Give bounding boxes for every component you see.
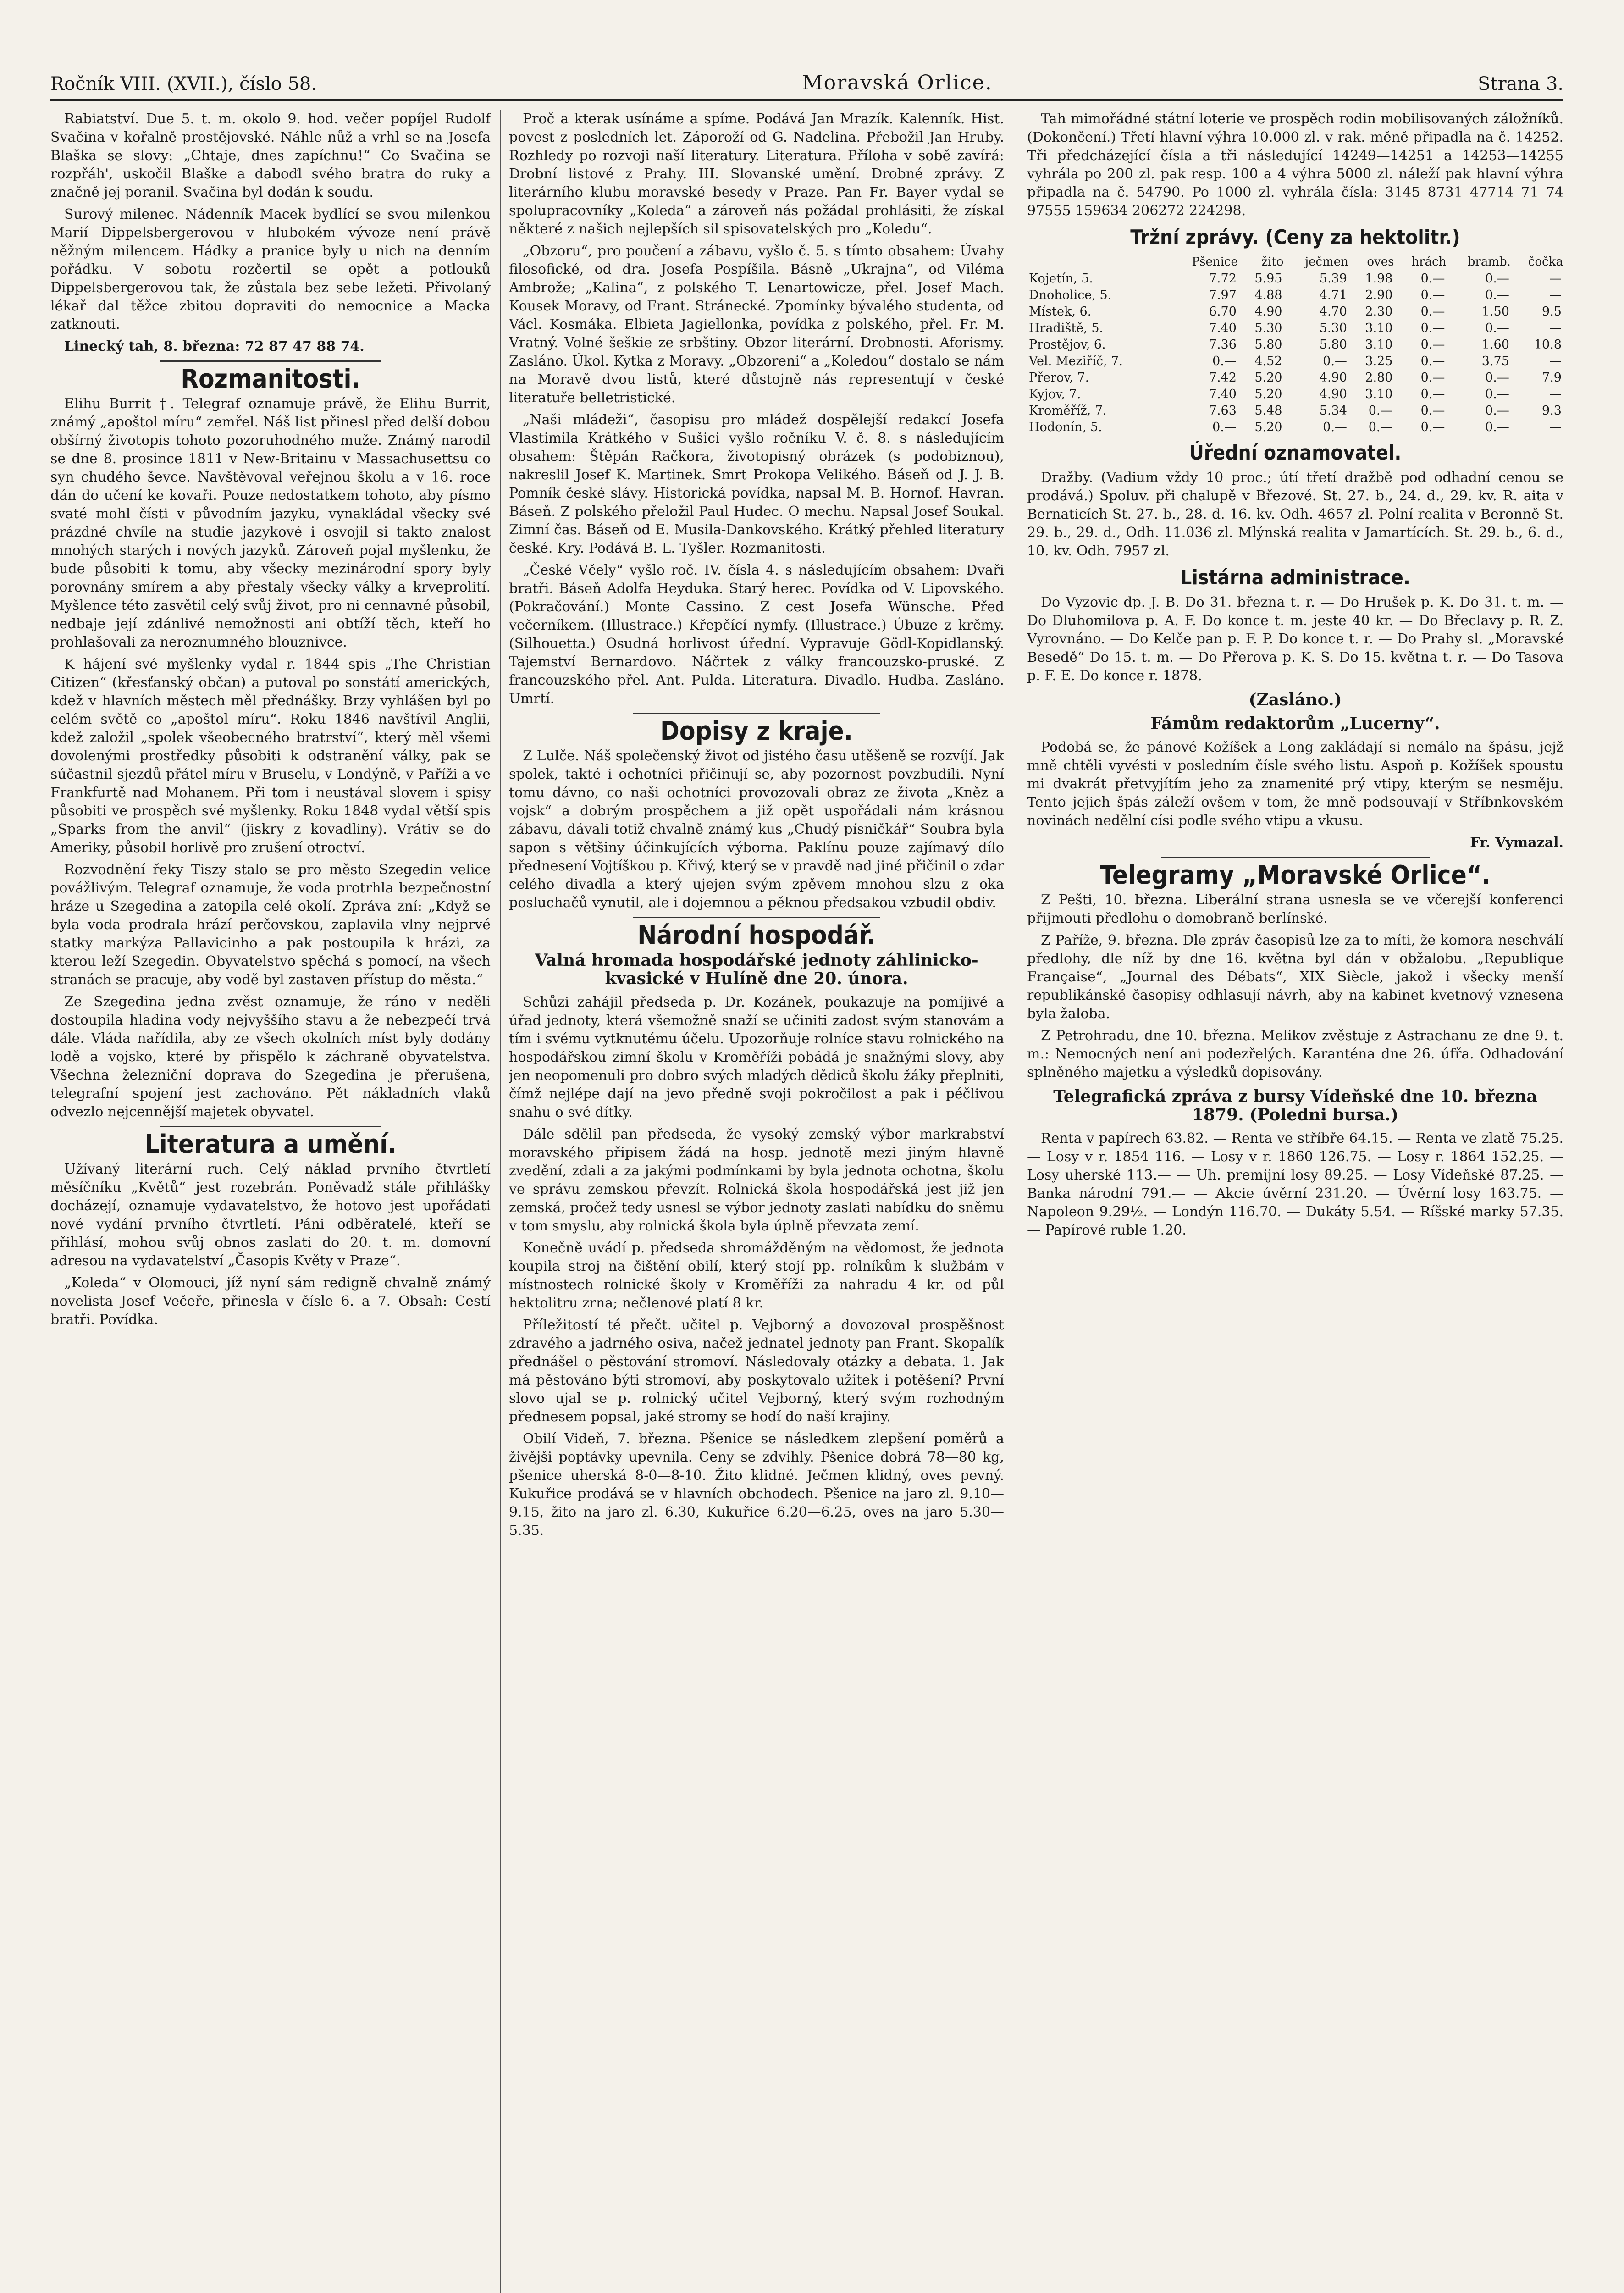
table-cell: 1.60 (1481, 338, 1509, 352)
section-heading: Rozmanitosti. (181, 364, 360, 394)
table-cell: 3.10 (1365, 338, 1393, 352)
table-cell: 5.20 (1254, 371, 1282, 385)
table-cell: 0.— (1420, 420, 1445, 434)
article-rabiatstvi: Rabiatství. Due 5. t. m. okolo 9. hod. večer popíjel Rudolf Svačina v kořalně prostějovské. Náhle nůž a vrhl se na Josefa Blaška se slovy: „Chtaje, dnes zapíchnu!“ Co Svačina se rozpřáh', uskočil Blaške a daboďl svého bratra do ruky a značně jej poranil. Svačina byl dodán k soudu. (50, 111, 491, 200)
section-heading: Tržní zprávy. (Ceny za hektolitr.) (1130, 226, 1460, 249)
table-cell: 10.8 (1534, 338, 1562, 352)
divider (633, 713, 880, 714)
table-cell: Hradiště, 5. (1029, 321, 1104, 335)
table-cell: — (1549, 271, 1562, 286)
table-cell: 5.39 (1319, 271, 1347, 286)
article-tisza-2: Ze Szegedina jedna zvěst oznamuje, že ráno v neděli dostoupila hladina vody nejvyššího stavu a že nebezpečí trvá dále. Vláda nařídila, aby ze všech okolních míst byly dodány lodě a vojsko, které by přispělo k záchraně obyvatelstva. Všechna železniční doprava do Szegedina je přerušena, telegrafní spojení jest zachováno. Pět nákladních vlaků odvezlo nejcennější majetek obyvatel. (50, 994, 491, 1120)
article-burrit-2: K hájení své myšlenky vydal r. 1844 spis „The Christian Citizen“ (křesťanský občan) a putoval po sonstátí amerických, kdež v hlavních městech měl přednášky. Brzy vyhlášen byl po celém světě co „apoštol míru“. Roku 1846 navštívil Anglii, kdež založil „spolek všeobecného bratrství“, který měl všemi dovolenými prostředky působiti k odstranění války, pak se súčastnil sjezdů přátel míru v Bruselu, v Londýně, v Paříži a ve Frankfurtě nad Mohanem. Při tom i neustával slovem i spisy působiti ve prospěch své myšlenky. Roku 1848 vydal větší spis „Sparks from the anvil“ (jiskry z kovadliny). Vrátiv se do Ameriky, působil horlivě pro zrušení otroctví. (50, 656, 491, 856)
table-cell: 4.52 (1254, 354, 1282, 368)
section-heading: Listárna administrace. (1180, 566, 1410, 589)
table-cell: 1.50 (1481, 305, 1509, 319)
table-cell: 0.— (1212, 354, 1237, 368)
table-header-cell: oves (1367, 255, 1394, 269)
table-cell: 0.— (1368, 420, 1393, 434)
column-1 (50, 110, 491, 2293)
table-row (1027, 287, 1563, 304)
column-2 (509, 110, 1004, 2293)
table-cell: 9.5 (1542, 305, 1562, 319)
table-row (1027, 403, 1563, 419)
article-tisza: Rozvodnění řeky Tiszy stalo se pro město Szegedin velice povážlivým. Telegraf oznamuje, že voda protrhla bezpečnostní hráze u Szegedina a zatopila celé okolí. Zpráva zní: „Když se byla voda prodrala hrází perčovskou, zaplavila vlny nejprvé statky markýza Pallavicinho a pak postoupila k hrázi, za kterou leží Szegedin. Obyvatelstvo spěchá s pomocí, na všech stranách se pracuje, aby vodě byl zastaven přístup do města.“ (50, 862, 491, 988)
table-cell: 0.— (1420, 387, 1445, 401)
page-header (50, 60, 1563, 101)
table-cell: 5.20 (1254, 387, 1282, 401)
table-cell: 0.— (1485, 271, 1509, 286)
table-header-cell: bramb. (1467, 255, 1511, 269)
table-cell: Přerov, 7. (1029, 371, 1089, 385)
table-cell: 4.90 (1254, 305, 1282, 319)
table-cell: 0.— (1420, 354, 1445, 368)
article-valna-4: Příležitostí té přečt. učitel p. Vejborný a dovozoval prospěšnost zdravého a jadrného osiva, načež jednatel jednoty pan Frant. Skopalík přednášel o pěstování stromoví. Následovaly otázky a debata. 1. Jak má pěstováno býti stromoví, aby poskytovalo užitek i potěšení? První slovo ujal se p. rolnický učitel Vejborný, který svým rozhodným přednesem popsal, jaké stromy se hodí do naší krajiny. (509, 1317, 1004, 1425)
table-cell: 3.75 (1481, 354, 1509, 368)
table-cell: 2.90 (1365, 288, 1393, 302)
article-koleda: „Koleda“ v Olomouci, jíž nyní sám redigně chvalně známý novelista Josef Večeře, přinesla v čísle 6. a 7. Obsah: Cestí bratři. Povídka. (50, 1275, 491, 1328)
table-row (1027, 419, 1563, 436)
table-cell: — (1549, 387, 1562, 401)
article-lucerny: Podobá se, že pánové Kožíšek a Long zakládají si nemálo na špásu, jejž mně chtěli vyvésti v posledním čísle svého listu. Aspoň p. Kožíšek spoustu mi dvakrát přetvyjítím jeho za znamenité prý vtipy, kterým se nesměju. Tento jejich špás záleží ovšem v tom, že mně podsouvají v Stříbnkovském novinách nedělní císi podle svého vtipu a vkusu. (1027, 739, 1563, 829)
table-cell: 0.— (1420, 338, 1445, 352)
telegram-parize: Z Paříže, 9. března. Dle zpráv časopisů lze za to míti, že komora neschválí předlohy, dle níž by dne 16. května byl dán v obžalobu. „Republique Française“, „Journal des Débats“, XIX Siècle, jakož i všecky menší republikánské časopisy odhlasují návrh, aby na kabinet kvetnový vznesena byla žaloba. (1027, 932, 1563, 1022)
table-row (1027, 353, 1563, 370)
article-milenec: Surový milenec. Nádenník Macek bydlící se svou milenkou Marií Dippelsbergerovou v hlubokém vývoze není právě něžným milencem. Hádky a pranice byly u nich na denním pořádku. V sobotu rozčertil se opět a potlouků Dippelsbergerovou tak, že zůstala bez sebe ležeti. Přivolaný lékař dal těžce zbitou dopraviti do nemocnice a Macka zatknouti. (50, 206, 491, 332)
table-cell: 0.— (1420, 271, 1445, 286)
article-valna-2: Dále sdělil pan předseda, že vysoký zemský výbor markrabství moravského připisem žádá na hosp. jednotě mezi jiným hlavně zvedění, zdali a za jakými podmínkami by byla jednota ochotna, školu ve správu zemskou převzít. Rolnická škola hospodářská jest již jen zemská, pročež tedy usnesl se výbor jednoty zaslati nabídku do sněmu v tom smyslu, aby rolnická škola byla úplně převzata zemí. (509, 1126, 1004, 1234)
telegram-pesti: Z Pešti, 10. března. Liberální strana usnesla se ve včerejší konferenci přijmouti předlohu o domobraně berlínské. (1027, 892, 1563, 926)
table-cell: 5.30 (1254, 321, 1282, 335)
article-vcely: „České Včely“ vyšlo roč. IV. čísla 4. s následujícím obsahem: Dvaři bratři. Báseň Adolfa Heyduka. Starý herec. Povídka od V. Lipovského. (Pokračování.) Monte Cassino. Z cest Josefa Wünsche. Před večerníkem. (Illustrace.) Křepčící nymfy. (Illustrace.) Úbuze z krčmy. (Silhouetta.) Osudná horlivost úřední. Vypravuje Gödl-Kopidlanský. Tajemství Bernardovo. Náčrtek z války francouzsko-pruské. Z francouzského přel. Ant. Pulda. Literatura. Divadlo. Hudba. Zasláno. Umrtí. (509, 562, 1004, 707)
table-cell: 0.— (1485, 288, 1509, 302)
lottery-draw: Linecký tah, 8. března: 72 87 47 88 74. (64, 338, 365, 354)
table-cell: 4.88 (1254, 288, 1282, 302)
telegram-petrohrad: Z Petrohradu, dne 10. března. Melikov zvěstuje z Astrachanu ze dne 9. t. m.: Nemocných není ani podezřelých. Karanténa dne 26. úfřa. Odhadování splněného majetku a výsledků dopisovány. (1027, 1028, 1563, 1080)
table-cell: Místek, 6. (1029, 305, 1092, 319)
table-cell: 0.— (1368, 404, 1393, 418)
table-cell: 7.40 (1209, 387, 1237, 401)
table-row (1027, 386, 1563, 403)
table-header-row (1027, 253, 1563, 271)
table-cell: 7.9 (1542, 371, 1562, 385)
table-cell: 7.72 (1209, 271, 1237, 286)
table-cell: 0.— (1323, 354, 1347, 368)
table-cell: 3.25 (1365, 354, 1393, 368)
table-cell: Dnoholice, 5. (1029, 288, 1112, 302)
section-heading: Národní hospodář. (637, 920, 876, 950)
table-cell: 0.— (1323, 420, 1347, 434)
table-cell: 5.34 (1319, 404, 1347, 418)
subheading: Fámům redaktorům „Lucerny“. (1150, 714, 1440, 733)
table-cell: Vel. Meziříč, 7. (1029, 354, 1123, 368)
table-cell: 0.— (1420, 404, 1445, 418)
table-cell: 7.63 (1209, 404, 1237, 418)
table-header-cell: Pšenice (1192, 255, 1238, 269)
table-cell: 4.70 (1319, 305, 1347, 319)
table-row (1027, 337, 1563, 353)
table-cell: Kojetín, 5. (1029, 271, 1093, 286)
table-cell: Prostějov, 6. (1029, 338, 1106, 352)
column-3 (1027, 110, 1563, 2293)
signature: Fr. Vymazal. (1470, 835, 1563, 851)
table-cell: 4.90 (1319, 371, 1347, 385)
table-cell: 0.— (1420, 288, 1445, 302)
article-obzor: „Obzoru“, pro poučení a zábavu, vyšlo č. 5. s tímto obsahem: Úvahy filosofické, od dra. Josefa Pospíšila. Básně „Ukrajna“, od Viléma Ambrože; „Kalina“, z polského T. Lenartowicze, přel. Josef Mach. Kousek Moravy, od Frant. Stránecké. Zpomínky bývalého studenta, od Václ. Kosmáka. Elbieta Jagiellonka, povídka z polského, přel. Fr. M. Vratný. Volné šeškie ze srbštiny. Obzor literární. Drobnosti. Aforismy. Zasláno. Úkol. Kytka z Moravy. „Obzoreni“ a „Koledou“ dostalo se nám na Moravě dvou listů, které důstojně nás representují v české literatuře belletristické. (509, 243, 1004, 406)
table-cell: 0.— (1485, 404, 1509, 418)
table-cell: 9.3 (1542, 404, 1562, 418)
table-cell: 3.10 (1365, 321, 1393, 335)
table-cell: 0.— (1420, 321, 1445, 335)
divider (160, 360, 381, 362)
table-cell: 5.95 (1254, 271, 1282, 286)
table-cell: 5.80 (1254, 338, 1282, 352)
table-cell: 7.40 (1209, 321, 1237, 335)
table-cell: 2.80 (1365, 371, 1393, 385)
table-cell: 0.— (1485, 371, 1509, 385)
table-cell: 5.30 (1319, 321, 1347, 335)
article-kveta: Užívaný literární ruch. Celý náklad prvního čtvrtletí měsíčníku „Květů“ jest rozebrán. Poněvadž stále přihlášky docházejí, oznamuje vydavatelstvo, že hotovo jest upořádati nové vydání prvního čtvrtletí. Páni odběratelé, kteří se přihlásí, mohou svůj obnos zaslati do 20. t. m. domovní adresou na vydavatelství „Časopis Květy v Praze“. (50, 1161, 491, 1269)
table-cell: 4.90 (1319, 387, 1347, 401)
table-cell: 4.71 (1319, 288, 1347, 302)
table-cell: 0.— (1212, 420, 1237, 434)
table-cell: — (1549, 420, 1562, 434)
table-header-cell: hrách (1411, 255, 1447, 269)
market-price-table (1027, 253, 1563, 436)
table-cell: Hodonín, 5. (1029, 420, 1102, 434)
table-cell: — (1549, 321, 1562, 335)
table-cell: 0.— (1485, 420, 1509, 434)
section-heading: Dopisy z kraje. (660, 716, 853, 746)
paper-title: Moravská Orlice. (802, 71, 993, 94)
table-cell: 6.70 (1209, 305, 1237, 319)
newspaper-page (50, 60, 1563, 2293)
table-header-cell (1027, 253, 1170, 271)
issue-info: Ročník VIII. (XVII.), číslo 58. (50, 73, 317, 94)
divider (160, 1126, 381, 1127)
table-header-cell: čočka (1528, 255, 1563, 269)
divider (633, 917, 880, 918)
table-cell: 0.— (1420, 371, 1445, 385)
table-row (1027, 304, 1563, 320)
article-obili: Obilí Videň, 7. března. Pšenice se následkem zlepšení poměrů a živějši poptávky upevnila. Ceny se zdvihly. Pšenice dobrá 78—80 kg, pšenice uherská 8-0—8-10. Žito klidné. Ječmen klidný, oves pevný. Kukuřice prodává se v hlavních obchodech. Pšenice na jaro zl. 9.10—9.15, žito na jaro zl. 6.30, Kukuřice 6.20—6.25, oves na jaro 5.30—5.35. (509, 1431, 1004, 1539)
article-intro: Proč a kterak usínáme a spíme. Podává Jan Mrazík. Kalenník. Hist. povest z posledních let. Záporoží od G. Nadelina. Přebožil Jan Hruby. Rozhledy po rozvoji naší literatury. Literatura. Příloha v sobě zavírá: Drobní listové z Prahy. III. Slovanské umění. Drobné zprávy. Z literárního klubu moravské besedy v Praze. Pan Fr. Bayer vydal se spolupracovníky „Koleda“ a zároveň nás požádal prohlásiti, že získal některé z našich nejlepších sil spisovatelských pro „Koledu“. (509, 111, 1004, 237)
article-valna-3: Konečně uvádí p. předseda shromážděným na vědomost, že jednota koupila stroj na čištění obilí, který stojí pp. rolníkům k službám v místnostech rolnické školy v Kroměříži za nahradu 4 kr. od půl hektolitru zrna; nečlenové platí 8 kr. (509, 1240, 1004, 1311)
table-cell: 3.10 (1365, 387, 1393, 401)
article-burrit: Elihu Burrit †. Telegraf oznamuje právě, že Elihu Burrit, známý „apoštol míru“ zemřel. Náš list přinesl před delší dobou obšírný životopis tohoto pozoruhodného muže. Známý narodil se dne 8. prosince 1811 v New-Britainu v Massachusettsu co syn chudého ševce. Navštěvoval veřejnou školu a v 16. roce dán do učení ke kovaři. Pouze nedostatkem tohoto, aby písmo svaté mohl čísti v původním jazyku, vynakládal všecky své prázdné chvíle na studie jazykové i osvojil si takto znalost mnohých starých i nových jazyků. Zároveň pojal myšlenku, že bude působiti k tomu, aby všecky mezinárodní spory byly porovnány smírem a aby přestaly všecky války a krveprolití. Myšlence této zasvětil celý svůj život, pro ni cennavné působil, nedbaje její zdánlivé nemožnosti ani obtíží těch, kteří ho prohlašovali za neroznumného blouznivce. (50, 396, 491, 650)
section-heading: Úřední oznamovatel. (1189, 441, 1402, 465)
table-cell: Kroměříž, 7. (1029, 404, 1107, 418)
page-number: Strana 3. (1478, 73, 1563, 94)
article-lottery: Tah mimořádné státní loterie ve prospěch rodin mobilisovaných záložníků. (Dokončení.) Třetí hlavní výhra 10.000 zl. v rak. měně připadla na č. 14252. Tři předcházející čísla a tři následující 14249—14251 a 14253—14255 vyhrála po 200 zl. pak resp. 100 a 4 výhra 5000 zl. náleží pak hlavní výhra připadla na č. 54790. Po 1000 zl. vyhrála čísla: 3145 8731 47714 71 74 97555 159634 206272 224298. (1027, 111, 1563, 219)
table-cell: 0.— (1485, 387, 1509, 401)
article-valna: Schůzi zahájil předseda p. Dr. Kozánek, poukazuje na pomíjivé a úřad jednoty, která všemožně snaží se učiniti zadost svým stanovám a tím i svému vytknutému účelu. Upozorňuje rolníce stavu rolnického na hospodářskou zimní školu v Kroměříži pobádá je snažnými slovy, aby jen neopomenuli pro dobro svých mladých dědiců školu žáky přeplniti, čímž nejlépe dají na jevo předně svoji pokročilost a pak i péčlivou snahu o své dítky. (509, 994, 1004, 1120)
table-cell: 7.36 (1209, 338, 1237, 352)
table-header-cell: ječmen (1305, 255, 1348, 269)
table-cell: 5.80 (1319, 338, 1347, 352)
article-lulec: Z Lulče. Náš společenský život od jistého času utěšeně se rozvíjí. Jak spolek, takté i ochotníci přičinují se, aby pozornost povzbudili. Nyní tomu dávno, co naši ochotníci provozovali obraz ze života „Kněz a vojsk“ a dobrým prospěchem a již opět uspořádali nám krásnou zábavu, dávali totiž chvalně známý kus „Chudý písničkář“ Soubra byla sapon s většiny účinkujících výborna. Paklínu pouze zajímavý dílo přednesení Vojtíškou p. Křivý, který se v pravdě nad jiné přičinil o zdar celého divadla a který ujejen svým zpěvem mnohou slzu z oka posluchačů vynutil, ale i dojemnou a pěknou předsakou vzbudil obdiv. (509, 748, 1004, 911)
table-cell: 5.20 (1254, 420, 1282, 434)
article-mladezi: „Naši mládeži“, časopisu pro mládež dospělejší redakcí Josefa Vlastimila Krátkého v Sušici vyšlo ročníku V. č. 8. s následujícím obsahem: Štěpán Račkora, životopisný obrázek (s podobiznou), nakreslil Josef K. Martinek. Smrt Prokopa Velikého. Báseň od J. J. B. Pomník české slávy. Historická povídka, napsal M. B. Hornof. Havran. Báseň. Z polského přeložil Paul Hudec. O mechu. Napsal Josef Soukal. Zimní čas. Báseň od E. Musila-Dankovského. Krátký přehled literatury české. Kry. Podává B. L. Tyšler. Rozmanitosti. (509, 412, 1004, 556)
column-divider (500, 110, 501, 2293)
table-row (1027, 320, 1563, 337)
table-cell: 0.— (1485, 321, 1509, 335)
table-cell: 2.30 (1365, 305, 1393, 319)
article-burse: Renta v papírech 63.82. — Renta ve stříbře 64.15. — Renta ve zlatě 75.25. — Losy v r. 1854 116. — Losy v r. 1860 126.75. — Losy r. 1864 152.25. — Losy uherské 113.— — Uh. premijní losy 89.25. — Losy Vídeňské 87.25. — Banka národní 791.— — Akcie úvěrní 231.20. — Úvěrní losy 163.75. — Napoleon 9.29½. — Londýn 116.70. — Dukáty 5.54. — Ríšské marky 57.35. — Papírové ruble 1.20. (1027, 1130, 1563, 1238)
table-cell: 7.42 (1209, 371, 1237, 385)
section-heading: Literatura a umění. (144, 1130, 397, 1159)
zaslano-label: (Zasláno.) (1248, 690, 1342, 709)
table-cell: 5.48 (1254, 404, 1282, 418)
divider (1161, 857, 1430, 858)
table-cell: 0.— (1420, 305, 1445, 319)
table-cell: Kyjov, 7. (1029, 387, 1081, 401)
article-listarna: Do Vyzovic dp. J. B. Do 31. března t. r. — Do Hrušek p. K. Do 31. t. m. — Do Dluhomilova p. A. F. Do konce t. m. jeste 40 kr. — Do Břeclavy p. R. Z. Vyrovnáno. — Do Kelče pan p. F. P. Do konce t. r. — Do Prahy sl. „Moravské Besedě“ Do 15. t. m. — Do Přerova p. K. S. Do 15. května t. r. — Do Tasova p. F. E. Do konce r. 1878. (1027, 594, 1563, 684)
table-cell: 7.97 (1209, 288, 1237, 302)
table-row (1027, 271, 1563, 287)
table-cell: 1.98 (1365, 271, 1393, 286)
table-row (1027, 370, 1563, 386)
table-cell: — (1549, 354, 1562, 368)
table-header-cell: žito (1261, 255, 1284, 269)
table-cell: — (1549, 288, 1562, 302)
article-drazby: Dražby. (Vadium vždy 10 proc.; útí třetí dražbě pod odhadní cenou se prodává.) Spoluv. při chalupě v Březové. St. 27. b., 24. d., 29. kv. R. aita v Bernaticích St. 27. b., 28. d. 16. kv. Odh. 4657 zl. Polní realita v Beronně St. 29. b., 29. d., Odh. 11.036 zl. Mlýnská realita v Jamartících. St. 29. b., 6. d., 10. kv. Odh. 7957 zl. (1027, 470, 1563, 559)
subheading: Telegrafická zpráva z bursy Vídeňské dne 10. března 1879. (Poledni bursa.) (1053, 1087, 1537, 1124)
subheading: Valná hromada hospodářské jednoty záhlinicko-kvasické v Hulíně dne 20. února. (535, 951, 978, 988)
section-heading: Telegramy „Moravské Orlice“. (1099, 860, 1491, 890)
